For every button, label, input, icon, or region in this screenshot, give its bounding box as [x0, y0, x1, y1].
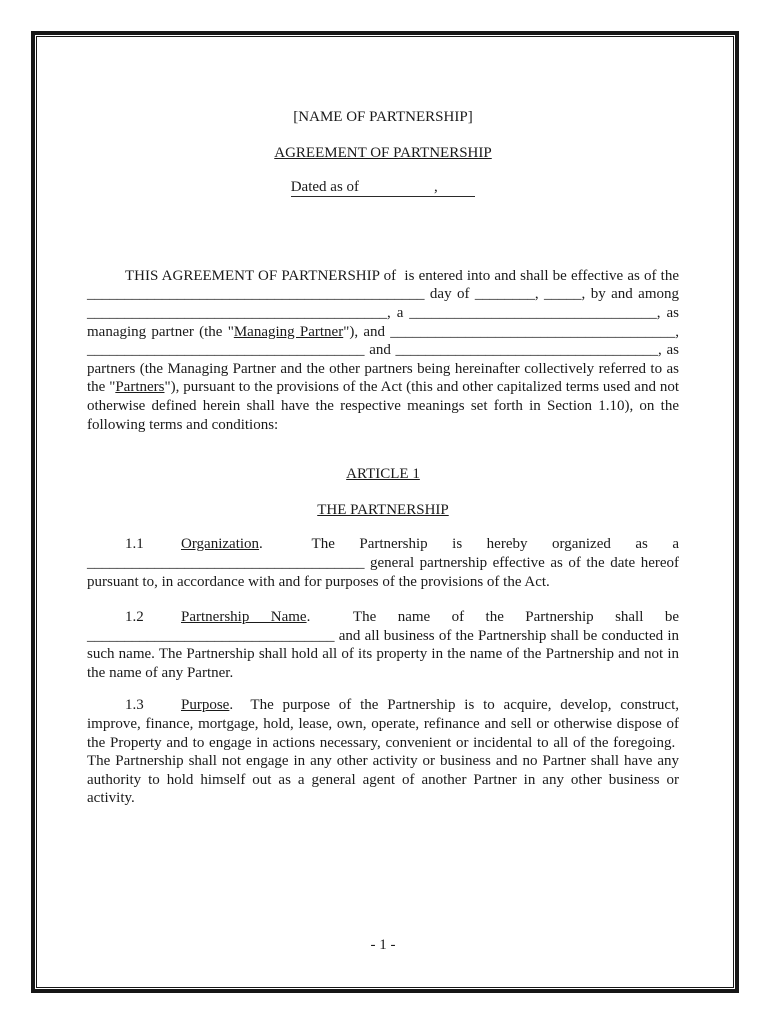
- document-title-text: AGREEMENT OF PARTNERSHIP: [274, 144, 492, 161]
- article-subheading: [87, 501, 679, 520]
- section-title: Partnership Name: [181, 609, 307, 626]
- section-1-3: [87, 696, 679, 808]
- section-number: 1.3: [125, 697, 144, 714]
- text-run: . The name of the Partnership shall be _________________________________ and all business of the Partnership shall be conducted in such name. The Partnership shall hold all of its property in the name of the Partnership and not in the name of any Partner.: [87, 609, 679, 681]
- document-content: [87, 108, 679, 808]
- section-1-2: [87, 608, 679, 682]
- partnership-name-heading: [NAME OF PARTNERSHIP]: [293, 109, 473, 125]
- section-number: 1.2: [125, 609, 144, 626]
- section-title: Organization: [181, 536, 260, 553]
- dated-line: [87, 178, 679, 197]
- text-run: THIS AGREEMENT OF PARTNERSHIP of is entered into and shall be effective as of the _____________________________________________ day of ________, _____, by and among ________________________________________, a _________________________________, as managing partner (the ": [87, 267, 679, 340]
- underlined-term: Managing Partner: [233, 323, 344, 340]
- intro-paragraph: [87, 267, 679, 434]
- section-1-1: [87, 535, 679, 591]
- section-number: 1.1: [125, 536, 144, 553]
- article-heading-text: ARTICLE 1: [346, 466, 420, 483]
- text-run: "), and ______________________________________, _____________________________________ and ___________________________________, as partners (the Managing Partner and the other partners being hereinafter collectively referred to as the ": [87, 323, 679, 396]
- article-heading: [87, 465, 679, 484]
- text-run: "), pursuant to the provisions of the Act (this and other capitalized terms used and not otherwise defined herein shall have the respective meanings set forth in Section 1.10), on the following terms and conditions:: [87, 379, 679, 433]
- article-subheading-text: THE PARTNERSHIP: [317, 501, 449, 518]
- text-run: . The Partnership is hereby organized as a _____________________________________ general partnership effective as of the date hereof pursuant to, in accordance with and for purposes of the provisions of the Act.: [87, 536, 679, 590]
- text-run: . The purpose of the Partnership is to acquire, develop, construct, improve, finance, mortgage, hold, lease, own, operate, refinance and sell or otherwise dispose of the Property and to engage in actions necessary, convenient or incidental to all of the foregoing. The Partnership shall not engage in any other activity or business and no Partner shall have any authority to hold himself out as a general agent of another Partner in any other business or activity.: [87, 697, 679, 807]
- document-title: [87, 144, 679, 163]
- page-number: - 1 -: [370, 937, 396, 953]
- section-title: Purpose: [181, 697, 230, 714]
- dated-line-text: Dated as of ,: [290, 179, 476, 196]
- underlined-term: Partners: [115, 379, 165, 396]
